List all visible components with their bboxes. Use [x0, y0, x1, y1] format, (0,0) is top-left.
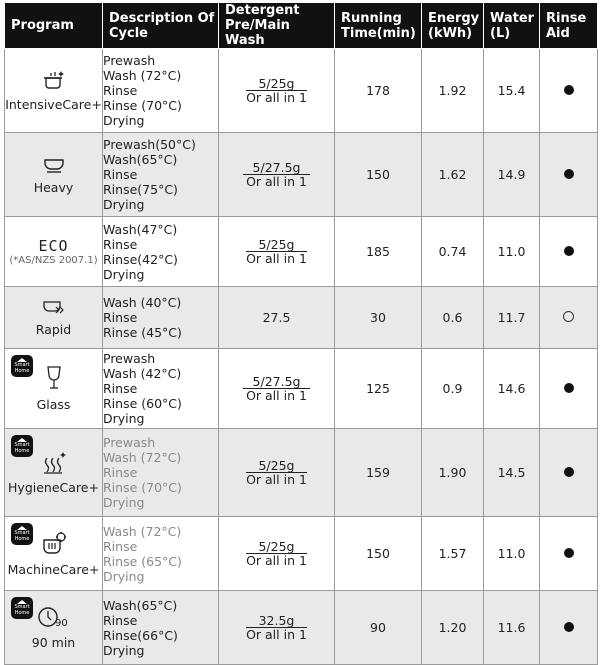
water-value: 14.5 [484, 429, 540, 517]
rinse-aid-required-icon [564, 548, 574, 558]
running-time: 150 [335, 133, 422, 217]
energy-value: 1.62 [422, 133, 484, 217]
detergent-alternative: Or all in 1 [246, 552, 307, 568]
program-cell [5, 49, 103, 133]
hygiene-icon [40, 450, 68, 477]
cycle-step: Wash(47°C) [103, 221, 178, 237]
energy-value: 0.74 [422, 217, 484, 287]
detergent-amount: 5/25g [246, 238, 307, 252]
cycle-step: Rinse [103, 167, 138, 182]
cycle-step: Wash (72°C) [103, 68, 182, 83]
cycle-description [103, 349, 219, 429]
cycle-step: Rinse (65°C) [103, 553, 182, 569]
detergent-amount: 5/27.5g [243, 375, 311, 389]
header-program: Program [5, 3, 103, 49]
machine-care-icon [39, 530, 69, 559]
water-value: 14.6 [484, 349, 540, 429]
smart-home-icon [11, 523, 33, 545]
cycle-step: Rinse (70°C) [103, 98, 182, 113]
detergent-amount: 5/27.5g [243, 161, 311, 175]
detergent-alternative: Or all in 1 [246, 387, 307, 403]
rinse-aid-cell [540, 217, 598, 287]
cycle-step: Rinse (70°C) [103, 480, 182, 495]
rinse-aid-cell [540, 591, 598, 665]
table-row [5, 591, 598, 665]
rinse-aid-cell [540, 517, 598, 591]
smart-label: Smart [14, 530, 30, 536]
smart-label: Smart [14, 442, 30, 448]
program-cell [5, 591, 103, 665]
program-cell [5, 349, 103, 429]
detergent-alternative: Or all in 1 [246, 173, 307, 189]
cycle-step: Rinse [103, 310, 138, 325]
cycle-step: Wash (72°C) [103, 523, 182, 539]
detergent-amount: 32.5g [246, 614, 307, 628]
table-row [5, 217, 598, 287]
program-name: Rapid [35, 322, 72, 337]
detergent-amount: 27.5 [262, 310, 291, 325]
running-time: 159 [335, 429, 422, 517]
program-name: 90 min [31, 635, 76, 650]
cycle-step: Wash(65°C) [103, 597, 178, 613]
detergent-cell [219, 49, 335, 133]
detergent-cell [219, 429, 335, 517]
rinse-aid-required-icon [564, 85, 574, 95]
energy-value: 1.92 [422, 49, 484, 133]
program-name: Heavy [33, 180, 74, 195]
rinse-aid-cell [540, 133, 598, 217]
smart-label: Smart [14, 604, 30, 610]
energy-value: 0.9 [422, 349, 484, 429]
program-name: ECO [38, 237, 69, 255]
cycle-step: Rinse(66°C) [103, 627, 178, 643]
cycle-step: Rinse [103, 381, 138, 396]
cycle-step: Rinse [103, 236, 138, 252]
cycle-step: Wash(65°C) [103, 152, 178, 167]
program-cell [5, 217, 103, 287]
cycle-step: Prewash [103, 435, 156, 450]
cycle-description [103, 217, 219, 287]
running-time: 150 [335, 517, 422, 591]
smart-home-icon [11, 597, 33, 619]
cycle-step: Rinse (45°C) [103, 325, 182, 340]
cycle-step: Prewash(50°C) [103, 137, 196, 152]
heavy-icon [41, 154, 67, 177]
rinse-aid-required-icon [564, 622, 574, 632]
table-row [5, 517, 598, 591]
smart-label: Smart [14, 362, 30, 368]
program-name: IntensiveCare+ [5, 97, 102, 112]
cycle-step: Rinse [103, 612, 138, 628]
header-rinse-aid: Rinse Aid [540, 3, 598, 49]
table-row [5, 287, 598, 349]
cycle-step: Rinse(75°C) [103, 182, 178, 197]
energy-value: 1.90 [422, 429, 484, 517]
cycle-step: Drying [103, 411, 145, 426]
svg-text:90: 90 [54, 618, 68, 629]
running-time: 125 [335, 349, 422, 429]
cycle-description [103, 591, 219, 665]
cycle-step: Wash (40°C) [103, 295, 182, 310]
detergent-alternative: Or all in 1 [246, 471, 307, 487]
cycle-step: Prewash [103, 53, 156, 68]
intensive-icon [41, 69, 67, 94]
detergent-cell [219, 517, 335, 591]
energy-value: 1.57 [422, 517, 484, 591]
detergent-alternative: Or all in 1 [246, 626, 307, 642]
running-time: 90 [335, 591, 422, 665]
cycle-description [103, 429, 219, 517]
water-value: 11.7 [484, 287, 540, 349]
cycle-step: Drying [103, 197, 145, 212]
rinse-aid-optional-icon [563, 311, 574, 322]
cycle-step: Wash (72°C) [103, 450, 182, 465]
cycle-description [103, 517, 219, 591]
cycle-step: Prewash [103, 351, 156, 366]
ninety-min-icon [37, 605, 71, 632]
water-value: 11.0 [484, 517, 540, 591]
program-standard: (*AS/NZS 2007.1) [9, 255, 98, 266]
cycle-step: Drying [103, 113, 145, 128]
rinse-aid-cell [540, 429, 598, 517]
detergent-cell [219, 217, 335, 287]
detergent-cell [219, 349, 335, 429]
rinse-aid-required-icon [564, 246, 574, 256]
detergent-amount: 5/25g [246, 540, 307, 554]
water-value: 11.0 [484, 217, 540, 287]
cycle-step: Drying [103, 495, 145, 510]
rinse-aid-required-icon [564, 169, 574, 179]
cycle-step: Drying [103, 266, 145, 282]
rinse-aid-required-icon [564, 467, 574, 477]
table-row [5, 429, 598, 517]
header-row [5, 3, 598, 49]
running-time: 178 [335, 49, 422, 133]
cycle-step: Rinse(42°C) [103, 251, 178, 267]
running-time: 185 [335, 217, 422, 287]
program-cell [5, 133, 103, 217]
cycle-step: Drying [103, 642, 145, 658]
cycle-step: Wash (42°C) [103, 366, 182, 381]
home-label: Home [14, 535, 30, 542]
rinse-aid-cell [540, 349, 598, 429]
program-name: HygieneCare+ [8, 480, 99, 495]
detergent-alternative: Or all in 1 [246, 89, 307, 105]
program-table [4, 2, 598, 665]
detergent-cell [219, 287, 335, 349]
rapid-icon [41, 298, 67, 319]
cycle-description [103, 133, 219, 217]
water-value: 15.4 [484, 49, 540, 133]
program-cell [5, 287, 103, 349]
detergent-cell [219, 591, 335, 665]
water-value: 14.9 [484, 133, 540, 217]
cycle-step: Rinse [103, 538, 138, 554]
cycle-description [103, 287, 219, 349]
home-label: Home [14, 447, 30, 454]
table-row [5, 49, 598, 133]
header-energy: Energy (kWh) [422, 3, 484, 49]
detergent-amount: 5/25g [246, 459, 307, 473]
home-label: Home [14, 609, 30, 616]
table-row [5, 133, 598, 217]
energy-value: 0.6 [422, 287, 484, 349]
glass-icon [44, 365, 64, 394]
cycle-step: Rinse (60°C) [103, 396, 182, 411]
cycle-description [103, 49, 219, 133]
rinse-aid-required-icon [564, 383, 574, 393]
table-row [5, 349, 598, 429]
running-time: 30 [335, 287, 422, 349]
cycle-step: Rinse [103, 83, 138, 98]
detergent-amount: 5/25g [246, 77, 307, 91]
program-cell [5, 517, 103, 591]
cycle-step: Drying [103, 568, 145, 584]
header-water: Water (L) [484, 3, 540, 49]
rinse-aid-cell [540, 49, 598, 133]
program-name: Glass [36, 397, 71, 412]
header-running-time: Running Time(min) [335, 3, 422, 49]
header-description: Description Of Cycle [103, 3, 219, 49]
rinse-aid-cell [540, 287, 598, 349]
cycle-step: Rinse [103, 465, 138, 480]
home-label: Home [14, 367, 30, 374]
smart-home-icon [11, 355, 33, 377]
detergent-cell [219, 133, 335, 217]
program-name: MachineCare+ [7, 562, 100, 577]
smart-home-icon [11, 435, 33, 457]
water-value: 11.6 [484, 591, 540, 665]
energy-value: 1.20 [422, 591, 484, 665]
detergent-alternative: Or all in 1 [246, 250, 307, 266]
header-detergent: Detergent Pre/Main Wash [219, 3, 335, 49]
program-cell [5, 429, 103, 517]
